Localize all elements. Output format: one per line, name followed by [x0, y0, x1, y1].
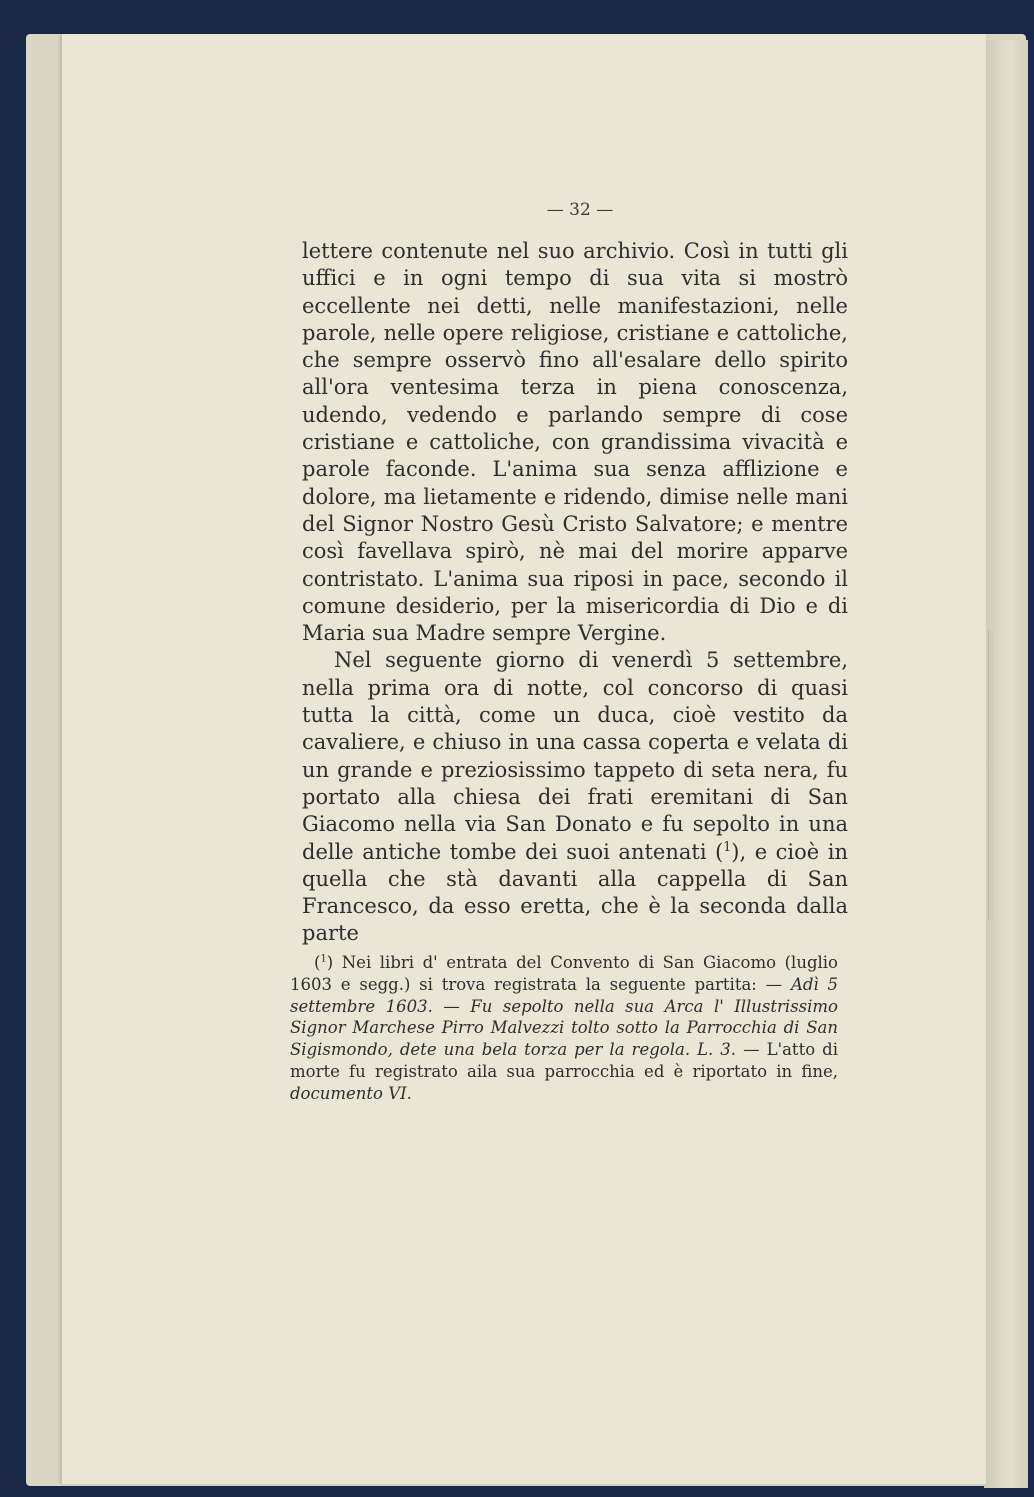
footnote-part-3: . — [406, 1083, 412, 1103]
paragraph-2-after-note: ), e cioè in quella che stà davanti alla cappella di San Francesco, da esso eretta, che è la seconda dalla parte — [302, 839, 848, 946]
footnote-italic-entry: Adì 5 settembre 1603. — Fu sepolto nella sua Arca l' Illustrissimo Signor Marchese Pirro Malvezzi tolto sotto la Parrocchia di San Sigismondo, dete una bela torza per la regola. L. 3. — [290, 974, 838, 1060]
footnote-marker: 1 — [320, 953, 327, 965]
footnote-document-ref: documento VI — [290, 1083, 407, 1103]
page-number: — 32 — — [546, 200, 614, 220]
bookmark-strip — [988, 630, 993, 920]
paragraph-2-before-note: Nel seguente giorno di venerdì 5 settembre, nella prima ora di notte, col concorso di quasi tutta la città, come un duca, cioè vestito da cavaliere, e chiuso in una cassa coperta e velata di un grande e preziosissimo tappeto di seta nera, fu portato alla chiesa dei frati eremitani di San Giacomo nella via San Donato e fu sepolto in una delle antiche tombe dei suoi antenati ( — [302, 648, 848, 864]
footnote-reference: 1 — [723, 838, 732, 854]
footnote-part-1: Nei libri d' entrata del Convento di San Giacomo (luglio 1603 e segg.) si trova registrata la seguente partita: — — [290, 953, 838, 994]
footnote-close: ) — [326, 953, 334, 972]
paragraph-2 — [302, 647, 848, 947]
footnote-open: ( — [314, 953, 321, 972]
footnote-part-2: — L'atto di morte fu registrato aila sua parrocchia ed è riportato in fine, — [290, 1040, 838, 1081]
footnote-paragraph — [290, 952, 838, 1105]
main-text — [302, 238, 848, 948]
footnote — [290, 952, 838, 1105]
paragraph-1: lettere contenute nel suo archivio. Così in tutti gli uffici e in ogni tempo di sua vita si mostrò eccellente nei detti, nelle manifestazioni, nelle parole, nelle opere religiose, cristiane e cattoliche, che sempre osservò fino all'esalare dello spirito all'ora ventesima terza in piena conoscenza, udendo, vedendo e parlando sempre di cose cristiane e cattoliche, con grandissima vivacità e parole faconde. L'anima sua senza afflizione e dolore, ma lietamente e ridendo, dimise nelle mani del Signor Nostro Gesù Cristo Salvatore; e mentre così favellava spirò, nè mai del morire apparve contristato. L'anima sua riposi in pace, secondo il comune desiderio, per la misericordia di Dio e di Maria sua Madre sempre Vergine. — [302, 239, 848, 646]
